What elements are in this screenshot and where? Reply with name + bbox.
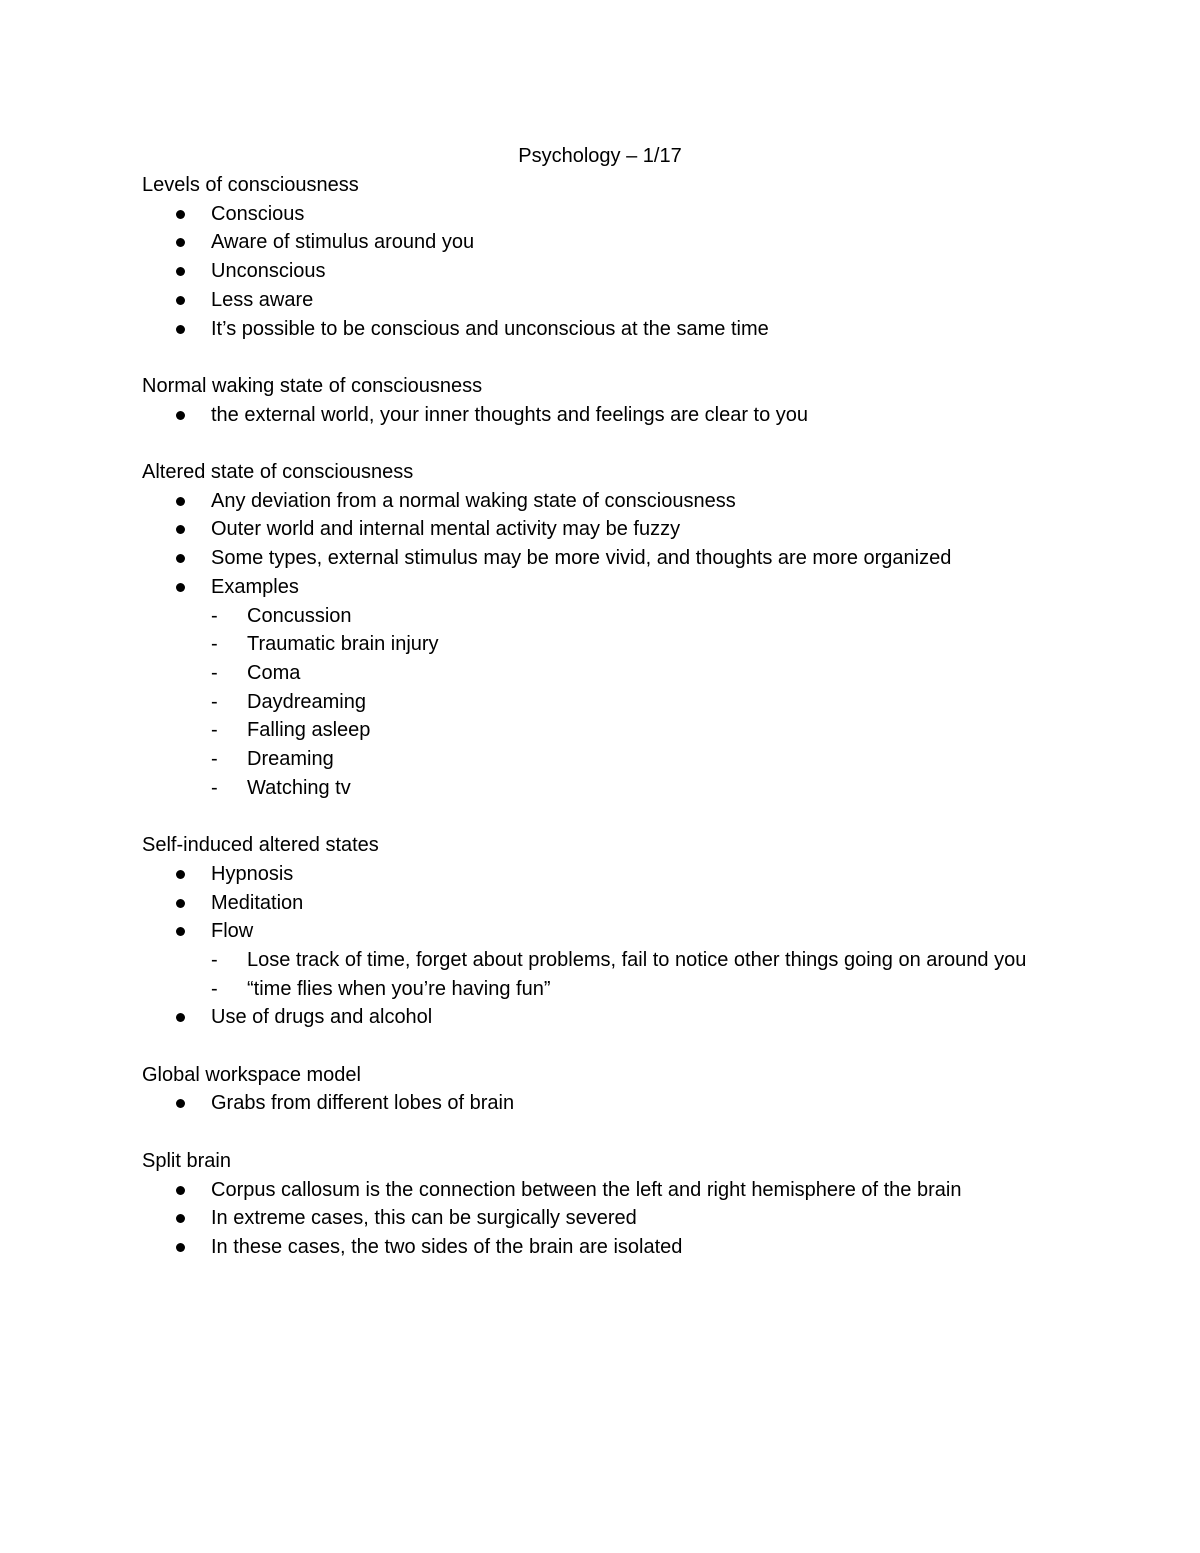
bullet-list [142, 860, 1072, 1032]
section-normal-waking-state [142, 372, 1072, 429]
list-item: Some types, external stimulus may be more vivid, and thoughts are more organized [142, 544, 1072, 573]
list-item: Meditation [142, 889, 1072, 918]
list-item: In extreme cases, this can be surgically severed [142, 1204, 1072, 1233]
list-item: Use of drugs and alcohol [142, 1003, 1072, 1032]
sublist-item: - “time flies when you’re having fun” [211, 975, 1072, 1004]
list-item: Any deviation from a normal waking state of consciousness [142, 487, 1072, 516]
sublist-item: - Traumatic brain injury [211, 630, 1072, 659]
section-split-brain [142, 1147, 1072, 1262]
list-item-label: Examples [211, 575, 299, 598]
flow-sublist [211, 946, 1072, 1003]
list-item: In these cases, the two sides of the brain are isolated [142, 1233, 1072, 1262]
section-levels-of-consciousness [142, 171, 1072, 343]
list-item: Unconscious [142, 257, 1072, 286]
list-item: Grabs from different lobes of brain [142, 1089, 1072, 1118]
section-self-induced-altered-states [142, 831, 1072, 1032]
list-item: Outer world and internal mental activity may be fuzzy [142, 515, 1072, 544]
list-item: It’s possible to be conscious and unconscious at the same time [142, 315, 1072, 344]
bullet-list [142, 401, 1072, 430]
bullet-list [142, 1176, 1072, 1262]
section-heading: Levels of consciousness [142, 174, 359, 196]
list-item: the external world, your inner thoughts and feelings are clear to you [142, 401, 1072, 430]
section-heading: Global workspace model [142, 1063, 361, 1086]
sublist-item: - Falling asleep [211, 716, 1072, 745]
sublist-item: - Daydreaming [211, 688, 1072, 717]
list-item: Conscious [142, 200, 1072, 229]
list-item: Aware of stimulus around you [142, 228, 1072, 257]
sublist-item: - Coma [211, 659, 1072, 688]
bullet-list [142, 1089, 1072, 1118]
sublist-item: - Dreaming [211, 745, 1072, 774]
list-item-examples [142, 573, 1072, 803]
list-item-label: Flow [211, 920, 254, 943]
section-heading: Split brain [142, 1149, 231, 1172]
section-global-workspace-model [142, 1061, 1072, 1118]
page-title: Psychology – 1/17 [518, 145, 682, 167]
list-item: Less aware [142, 286, 1072, 315]
section-heading: Self-induced altered states [142, 834, 379, 857]
section-heading: Normal waking state of consciousness [142, 374, 483, 397]
section-heading: Altered state of consciousness [142, 461, 414, 483]
notes-body [142, 171, 1072, 1262]
section-altered-state [142, 458, 1072, 802]
list-item: Corpus callosum is the connection between the left and right hemisphere of the brain [142, 1176, 1072, 1205]
sublist-item: - Concussion [211, 602, 1072, 631]
sublist-item: - Watching tv [211, 774, 1072, 803]
list-item: Hypnosis [142, 860, 1072, 889]
bullet-list [142, 487, 1072, 803]
examples-sublist [211, 602, 1072, 803]
bullet-list [142, 200, 1072, 344]
sublist-item: - Lose track of time, forget about problems, fail to notice other things going on around you [211, 946, 1072, 975]
list-item-flow [142, 917, 1072, 1003]
